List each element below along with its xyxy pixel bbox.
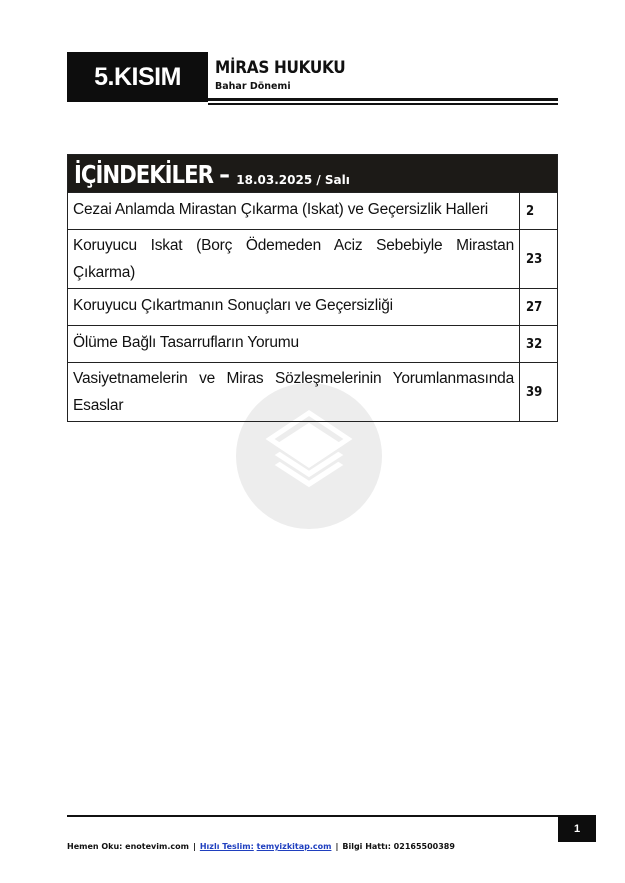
course-title: MİRAS HUKUKU [215, 58, 346, 78]
toc-entry-title[interactable]: Koruyucu Iskat (Borç Ödemeden Aciz Sebebiyle Mirastan Çıkarma) [68, 230, 520, 288]
footer-delivery-link[interactable]: temyizkitap.com [256, 842, 332, 851]
footer-read-label: Hemen Oku: enotevim.com [67, 842, 189, 851]
toc-header [68, 155, 557, 192]
table-of-contents [67, 154, 558, 422]
footer-separator: | [192, 842, 196, 851]
section-label: 5.KISIM [94, 62, 181, 91]
toc-row[interactable] [68, 192, 557, 229]
footer-separator: | [335, 842, 339, 851]
toc-entry-title[interactable]: Ölüme Bağlı Tasarrufların Yorumu [68, 326, 520, 362]
toc-date: 18.03.2025 / Salı [236, 173, 350, 187]
toc-entry-title[interactable]: Cezai Anlamda Mirastan Çıkarma (Iskat) ve Geçersizlik Halleri [68, 193, 520, 229]
toc-entry-title[interactable]: Koruyucu Çıkartmanın Sonuçları ve Geçersizliği [68, 289, 520, 325]
toc-entry-title[interactable]: Vasiyetnamelerin ve Miras Sözleşmelerinin Yorumlanmasında Esaslar [68, 363, 520, 421]
toc-entry-page: 39 [526, 384, 543, 400]
toc-row[interactable] [68, 288, 557, 325]
footer-delivery-label[interactable]: Hızlı Teslim: [199, 842, 254, 851]
toc-row[interactable] [68, 325, 557, 362]
page-number: 1 [573, 822, 581, 835]
page-number-badge [558, 815, 596, 842]
toc-row[interactable] [68, 362, 557, 421]
header-rule-thick [208, 98, 558, 101]
toc-entry-page: 23 [526, 251, 543, 267]
toc-entry-page: 2 [526, 203, 535, 219]
course-subtitle: Bahar Dönemi [215, 81, 291, 92]
toc-row[interactable] [68, 229, 557, 288]
toc-entry-page: 27 [526, 299, 543, 315]
header-rule-thin [208, 103, 558, 105]
footer-text [67, 842, 455, 851]
footer-rule [67, 815, 558, 817]
toc-entry-page: 32 [526, 336, 543, 352]
section-badge [67, 52, 208, 102]
toc-heading: İÇİNDEKİLER – [74, 160, 229, 189]
footer-info-label: Bilgi Hattı: 02165500389 [342, 842, 455, 851]
